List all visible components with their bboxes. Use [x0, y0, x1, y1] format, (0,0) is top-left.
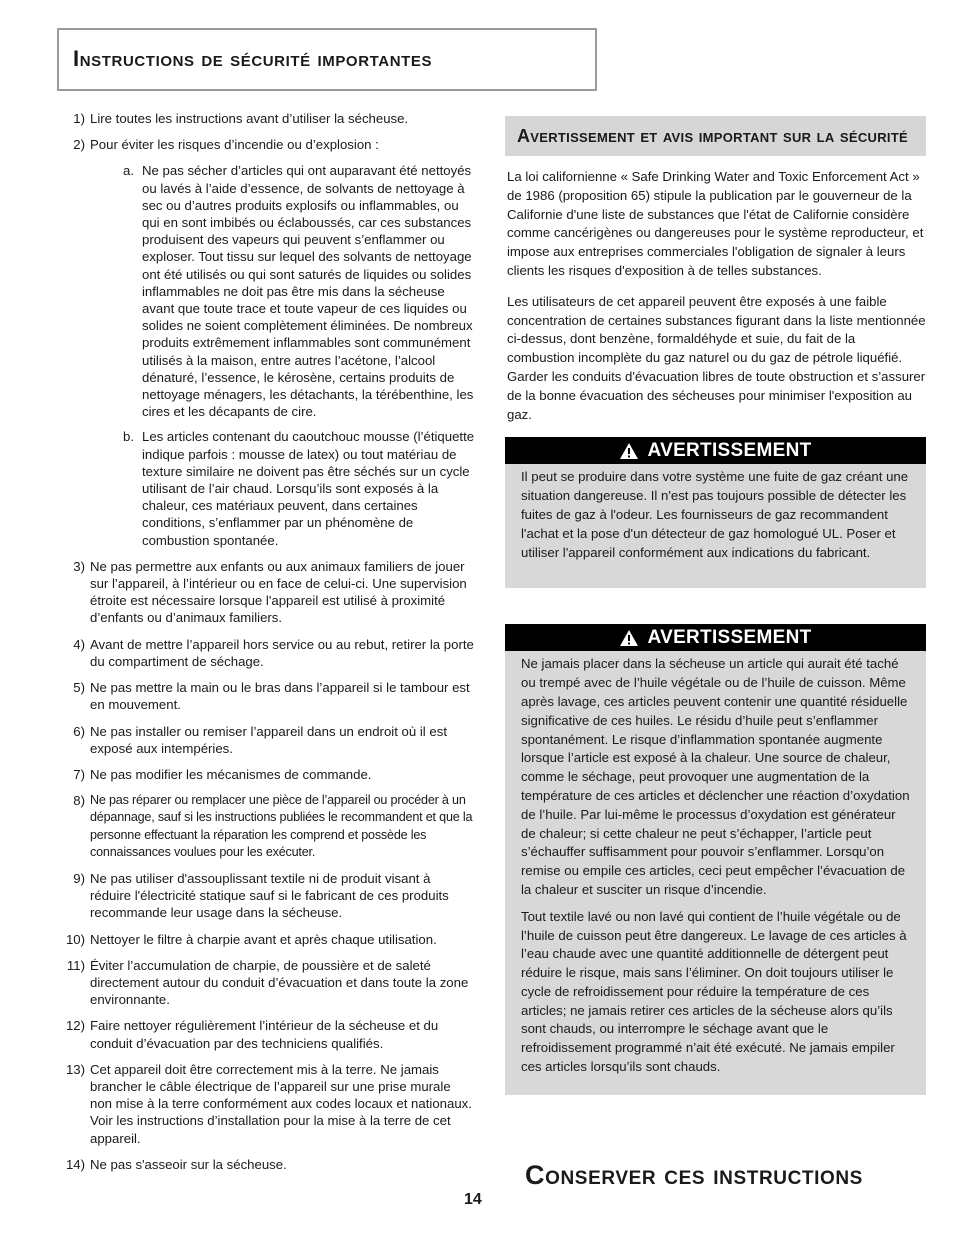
gas-warning-box [505, 437, 926, 588]
list-item [55, 766, 475, 783]
title-box [57, 28, 597, 91]
item-number: 14) [65, 1156, 85, 1172]
item-text: Nettoyer le filtre à charpie avant et après chaque utilisation. [90, 931, 437, 947]
exposure-paragraph: Les utilisateurs de cet appareil peuvent être exposés à une faible concentration de certaines substances figurant dans la liste mentionnée ci-dessus, dont benzène, formaldéhyde et suie, du fait de la combustion incomplète du gaz naturel ou du gaz de pétrole liquéfié. Garder les conduits d'évacuation libres de toute obstruction et s’assurer de la bonne évacuation des sécheuses pour minimiser l'exposition au gaz. [507, 293, 926, 422]
page-title: Instructions de sécurité importantes [73, 46, 433, 71]
item-number: 6) [73, 723, 85, 739]
sub-item-text: Ne pas sécher d’articles qui ont auparavant été nettoyés ou lavés à l’aide d’essence, de solvants de nettoyage à sec ou d’autres produits explosifs ou inflammables, ou qui en sont imbibés ou éclaboussés, car ces substances produisent des vapeurs qui peuvent s’enflammer ou exploser. Tout tissu sur lequel des solvants de nettoyage ont été utilisés ou qui sont saturés de liquides ou solides inflammables ne doit pas être mis dans la sécheuse avant que toute trace et toute vapeur de ces liquides ou solides ne soient complètement éliminées. De nombreux produits extrêmement inflammables sont communément utilisés à la maison, entre autres l’acétone, l’alcool dénaturé, l’essence, le kérosène, certains produits de nettoyage ménagers, les détachants, la térébenthine, les cires et les décapants de cire. [142, 163, 474, 420]
warning-label: AVERTISSEMENT [647, 439, 812, 461]
oil-warning-text: Ne jamais placer dans la sécheuse un article qui aurait été taché ou trempé avec de l’huile végétale ou de l’huile de cuisson. Même après lavage, ces articles peuvent contenir une quantité résiduelle significative de ces huiles. Le résidu d’huile peut s’enflammer spontanément. Le risque d’inflammation spontanée augmente lorsque l’article est exposé à la chaleur. Une source de chaleur, comme le séchage, peut provoquer une augmentation de la température de ces articles et déclencher une réaction d’oxydation de l’huile. Par lui-même le processus d’oxydation est générateur de chaleur; si cette chaleur ne peut s’échapper, l’article peut s’échauffer suffisamment pour pouvoir s’enflammer. Lorsqu’on remise ou empile ces articles, ceci peut empêcher l’évacuation de la chaleur et susciter un risque d’incendie. [521, 656, 910, 897]
item-text: Ne pas mettre la main ou le bras dans l’appareil si le tambour est en mouvement. [90, 680, 470, 713]
prop65-paragraph: La loi californienne « Safe Drinking Water and Toxic Enforcement Act » de 1986 (proposition 65) stipule la publication par le gouverneur de la Californie d'une liste de substances que l'état de Californie considère comme cancérigènes ou dangereuses pour le système reproducteur, et impose aux entreprises commerciales l'obligation de signaler à leurs clients les risques d'exposition à de telles substances. [507, 169, 924, 278]
item-number: 11) [66, 957, 85, 973]
item-number: 2) [73, 137, 85, 153]
warning-header [505, 437, 926, 464]
item-number: 12) [65, 1018, 85, 1034]
item-text: Ne pas utiliser d'assouplissant textile ni de produit visant à réduire l'électricité statique sauf si le fabricant de ces produits recommande leur usage dans la sécheuse. [90, 870, 449, 921]
warning-triangle-icon [619, 629, 639, 647]
item-number: 10) [65, 931, 85, 947]
item-text: Cet appareil doit être correctement mis à la terre. Ne jamais brancher le câble électrique de l’appareil sur une prise murale non mise à la terre conformément aux codes locaux et nationaux. Voir les instructions d’installation pour la mise à la terre de cet appareil. [90, 1061, 472, 1146]
list-item [55, 792, 475, 861]
list-item [55, 136, 475, 558]
oil-warning-box [505, 624, 926, 1095]
sub-item [90, 162, 475, 420]
item-number: 1) [73, 111, 85, 126]
section-title: Avertissement et avis important sur la sécurité [517, 126, 909, 146]
item-number: 9) [73, 870, 85, 886]
sub-item-letter: a. [123, 163, 134, 179]
right-column [505, 116, 926, 1095]
list-item [55, 1017, 475, 1051]
item-text: Pour éviter les risques d’incendie ou d’explosion : [90, 137, 379, 153]
textile-warning-text: Tout textile lavé ou non lavé qui contient de l’huile végétale ou de l’huile de cuisson peut être dangereux. Le lavage de ces articles à l’eau chaude avec une quantité additionnelle de détergent peut réduire le risque, mais sans l’éliminer. On doit toujours utiliser le cycle de refroidissement pour réduire la température de ces articles; ne jamais retirer ces articles de la sécheuse alors qu’ils sont chauds, ou interrompre le séchage avant que le refroidissement programmé n’ait été exécuté. Ne jamais empiler ces articles lorsqu’ils sont chauds. [521, 908, 907, 1075]
list-item [55, 957, 475, 1009]
sub-item-text: Les articles contenant du caoutchouc mousse (l’étiquette indique parfois : mousse de latex) ou tout matériau de texture similaire ne doivent pas être séchés sur un cycle utilisant de l’air chaud. Lorsqu’ils sont exposés à la chaleur, ces matériaux peuvent, dans certaines conditions, s’enflammer par un phénomène de combustion spontanée. [142, 429, 475, 548]
sub-item [90, 428, 475, 548]
list-item [55, 636, 475, 670]
list-item [55, 931, 475, 948]
list-item [55, 723, 475, 757]
list-item [55, 558, 475, 627]
page-number: 14 [464, 1191, 482, 1208]
safety-instructions-list [55, 110, 475, 1182]
list-item [55, 110, 475, 127]
item-number: 8) [73, 793, 85, 809]
item-number: 4) [73, 636, 85, 652]
item-text: Ne pas installer ou remiser l’appareil dans un endroit où il est exposé aux intempéries. [90, 723, 447, 756]
warning-header [505, 624, 926, 651]
warning-label: AVERTISSEMENT [647, 626, 812, 648]
gas-warning-text: Il peut se produire dans votre système une fuite de gaz créant une situation dangereuse. Il n'est pas toujours possible de détecter les fuites de gaz à l'odeur. Les fournisseurs de gaz recommandent l'achat et la pose d'un détecteur de gaz homologué UL. Poser et utiliser l'appareil conformément aux indications du fabricant. [521, 469, 909, 560]
list-item [55, 1156, 475, 1173]
item-text: Ne pas réparer ou remplacer une pièce de l’appareil ou procéder à un dépannage, sauf si les instructions publiées le recommandent et que la personne effectuant la réparation les comprend et possède les connaissances voulues pour les exécuter. [90, 793, 473, 859]
item-number: 7) [73, 766, 85, 782]
item-text: Éviter l’accumulation de charpie, de poussière et de saleté directement autour du conduit d’évacuation et dans toute la zone environnante. [90, 957, 469, 1008]
conserver-title: Conserver ces instructions [525, 1160, 863, 1190]
item-text: Lire toutes les instructions avant d’utiliser la sécheuse. [90, 111, 409, 126]
item-text: Ne pas modifier les mécanismes de commande. [90, 766, 372, 782]
list-item [55, 1061, 475, 1147]
item-number: 5) [73, 680, 85, 696]
warning-triangle-icon [619, 442, 639, 460]
item-number: 3) [73, 558, 85, 574]
item-text: Faire nettoyer régulièrement l’intérieur de la sécheuse et du conduit d’évacuation par des techniciens qualifiés. [90, 1018, 439, 1051]
sub-item-letter: b. [123, 429, 134, 445]
item-text: Avant de mettre l’appareil hors service ou au rebut, retirer la porte du compartiment de séchage. [90, 636, 474, 669]
list-item [55, 679, 475, 713]
safety-section-header [505, 116, 926, 156]
item-number: 13) [65, 1061, 85, 1077]
item-text: Ne pas permettre aux enfants ou aux animaux familiers de jouer sur l’appareil, à l’intérieur ou en face de celui-ci. Une supervision étroite est nécessaire lorsque l'appareil est utilisé à proximité d’enfants ou d’animaux familiers. [90, 558, 467, 626]
item-text: Ne pas s'asseoir sur la sécheuse. [90, 1156, 287, 1172]
list-item [55, 870, 475, 922]
